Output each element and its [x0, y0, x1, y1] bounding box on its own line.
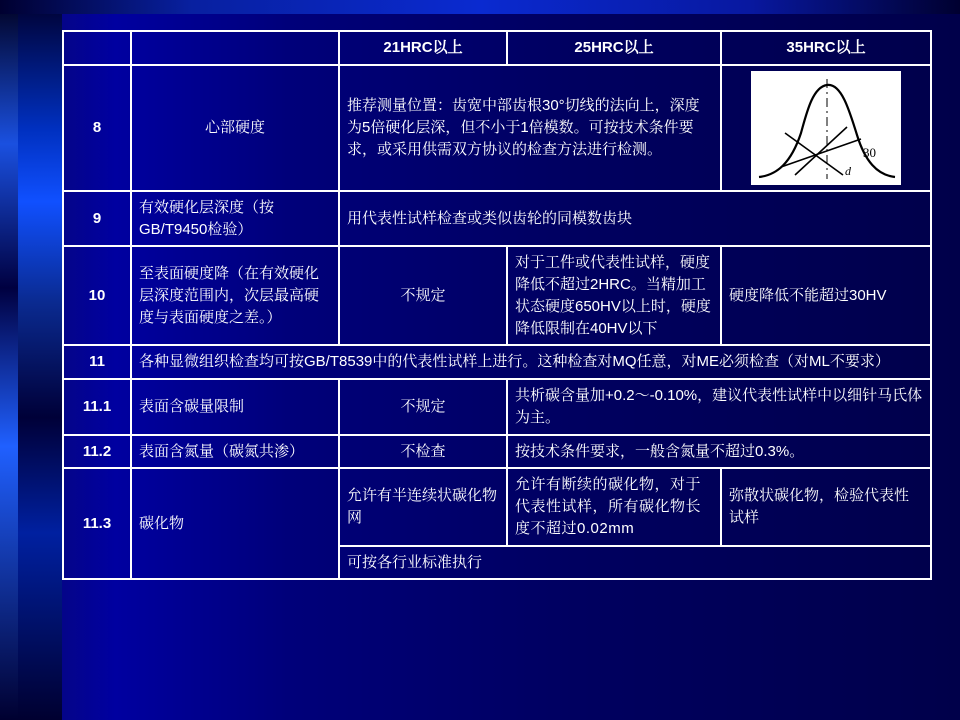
- table-row: [63, 345, 931, 379]
- header-cell-25hrc: 25HRC以上: [507, 31, 721, 65]
- table-row: [63, 379, 931, 435]
- row-number-11-1: 11.1: [63, 379, 131, 435]
- row-10-value-21hrc: 不规定: [339, 246, 507, 345]
- row-11-3-value-25hrc: 允许有断续的碳化物，对于代表性试样，所有碳化物长度不超过0.02mm: [507, 468, 721, 545]
- row-number-8: 8: [63, 65, 131, 191]
- row-11-1-value-21hrc: 不规定: [339, 379, 507, 435]
- row-11-3-footer: 可按各行业标准执行: [339, 546, 931, 580]
- row-11-3-value-35hrc: 弥散状碳化物，检验代表性试样: [721, 468, 931, 545]
- row-8-description: 推荐测量位置：齿宽中部齿根30°切线的法向上，深度为5倍硬化层深，但不小于1倍模数。可按技术条件要求，或采用供需双方协议的检查方法进行检测。: [339, 65, 721, 191]
- row-item-surface-nitrogen: 表面含氮量（碳氮共渗）: [131, 435, 339, 469]
- row-number-9: 9: [63, 191, 131, 247]
- row-11-2-value-rest: 按技术条件要求，一般含氮量不超过0.3%。: [507, 435, 931, 469]
- table-row: [63, 191, 931, 247]
- left-accent-band: [0, 0, 18, 720]
- figure-angle-label: 30: [863, 144, 876, 160]
- specification-table: [62, 30, 932, 580]
- row-11-1-value-rest: 共析碳含量加+0.2～-0.10%，建议代表性试样中以细针马氏体为主。: [507, 379, 931, 435]
- row-item-surface-carbon-limit: 表面含碳量限制: [131, 379, 339, 435]
- figure-d-label: d: [845, 163, 851, 178]
- row-10-value-35hrc: 硬度降低不能超过30HV: [721, 246, 931, 345]
- table-row: [63, 435, 931, 469]
- row-number-11-3: 11.3: [63, 468, 131, 579]
- row-11-2-value-21hrc: 不检查: [339, 435, 507, 469]
- header-cell-35hrc: 35HRC以上: [721, 31, 931, 65]
- row-9-description: 用代表性试样检查或类似齿轮的同模数齿块: [339, 191, 931, 247]
- table-row: [63, 65, 931, 191]
- row-number-11: 11: [63, 345, 131, 379]
- row-item-surface-hardness-drop: 至表面硬度降（在有效硬化层深度范围内，次层最高硬度与表面硬度之差。）: [131, 246, 339, 345]
- table-header-row: [63, 31, 931, 65]
- row-number-11-2: 11.2: [63, 435, 131, 469]
- header-cell-number: [63, 31, 131, 65]
- gear-tooth-svg: [751, 71, 901, 185]
- row-11-3-value-21hrc: 允许有半连续状碳化物网: [339, 468, 507, 545]
- row-item-effective-case-depth: 有效硬化层深度（按GB/T9450检验）: [131, 191, 339, 247]
- row-number-10: 10: [63, 246, 131, 345]
- header-cell-item: [131, 31, 339, 65]
- top-decorative-band: [0, 0, 960, 14]
- row-11-description: 各种显微组织检查均可按GB/T8539中的代表性试样上进行。这种检查对MQ任意，对ME必须检查（对ML不要求）: [131, 345, 931, 379]
- table-row: [63, 468, 931, 545]
- row-item-core-hardness: 心部硬度: [131, 65, 339, 191]
- row-8-figure-cell: [721, 65, 931, 191]
- row-10-value-25hrc: 对于工件或代表性试样，硬度降低不超过2HRC。当精加工状态硬度650HV以上时，硬度降低限制在40HV以下: [507, 246, 721, 345]
- gear-tooth-diagram: [751, 71, 901, 185]
- header-cell-21hrc: 21HRC以上: [339, 31, 507, 65]
- row-item-carbides: 碳化物: [131, 468, 339, 579]
- table-row: [63, 246, 931, 345]
